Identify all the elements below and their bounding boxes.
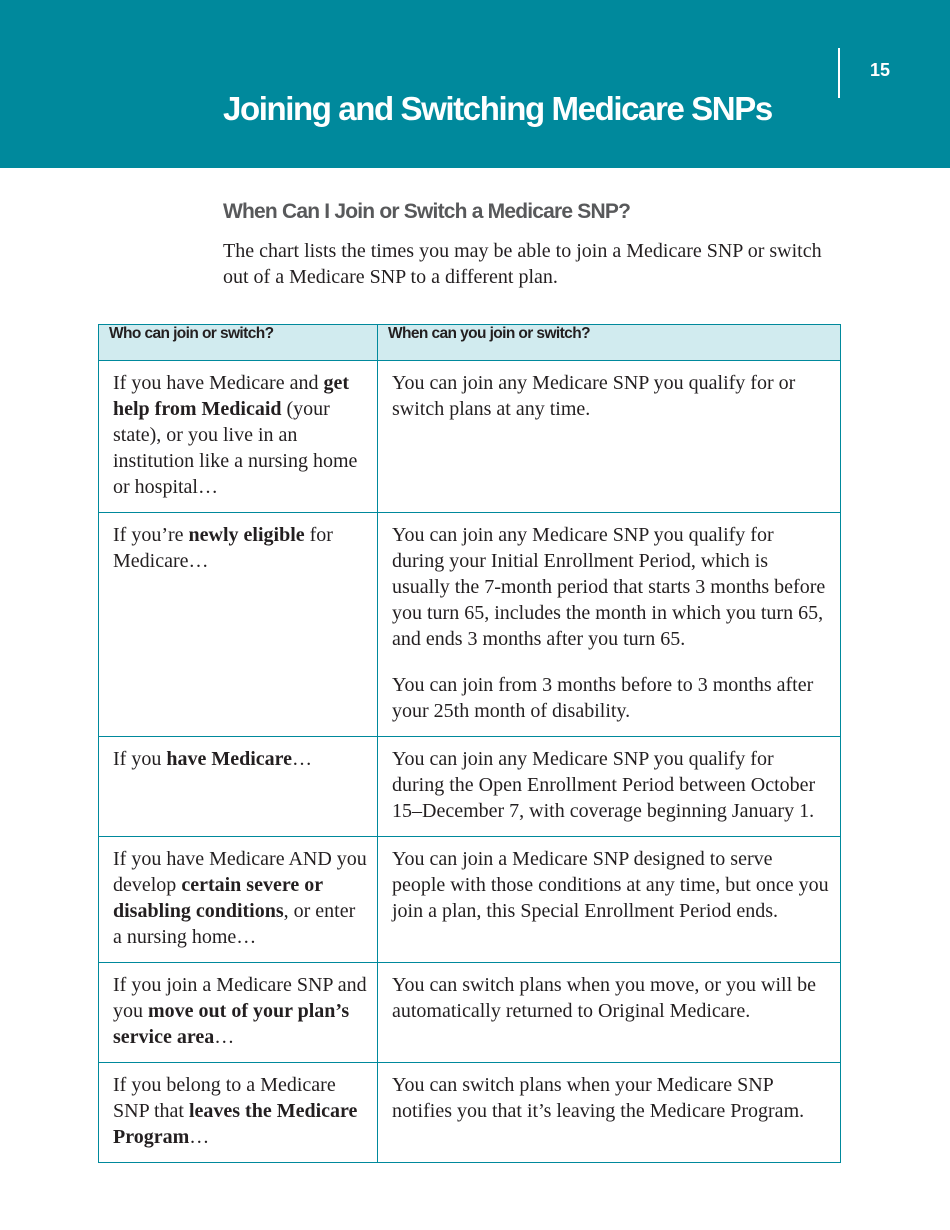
- section-heading: When Can I Join or Switch a Medicare SNP?: [223, 200, 631, 223]
- when-cell: [378, 361, 841, 513]
- intro-paragraph: The chart lists the times you may be able to join a Medicare SNP or switch out of a Medicare SNP to a different plan.: [223, 240, 822, 288]
- who-text: If you belong to a Medicare SNP that: [113, 1074, 336, 1122]
- who-cell: [99, 1063, 378, 1163]
- who-text: , or enter a nursing home…: [113, 900, 356, 948]
- when-paragraph: You can switch plans when your Medicare SNP notifies you that it’s leaving the Medicare Program.: [392, 1074, 805, 1122]
- when-paragraph: You can join a Medicare SNP designed to serve people with those conditions at any time, but once you join a plan, this Special Enrollment Period ends.: [392, 848, 829, 922]
- who-text: (your state), or you live in an institution like a nursing home or hospital…: [113, 398, 358, 498]
- table-header-row: [99, 325, 841, 361]
- who-cell: [99, 361, 378, 513]
- who-text: If you’re: [113, 524, 189, 546]
- when-cell: [378, 1063, 841, 1163]
- when-cell: [378, 963, 841, 1063]
- enrollment-chart: [98, 324, 841, 1163]
- who-cell: [99, 963, 378, 1063]
- who-emphasis: get help from Medicaid: [113, 372, 350, 420]
- table-row: [99, 513, 841, 737]
- who-cell: [99, 513, 378, 737]
- who-text: …: [292, 748, 313, 770]
- table-row: [99, 1063, 841, 1163]
- who-text: If you join a Medicare SNP and you: [113, 974, 367, 1022]
- table-row: [99, 737, 841, 837]
- who-emphasis: have Medicare: [166, 748, 293, 770]
- who-emphasis: certain severe or disabling conditions: [113, 874, 323, 922]
- when-paragraph: You can join any Medicare SNP you qualify for during your Initial Enrollment Period, which is usually the 7-month period that starts 3 months before you turn 65, includes the month in which you turn 65, and ends 3 months after you turn 65.: [392, 524, 826, 650]
- table-row: [99, 837, 841, 963]
- table-row: [99, 963, 841, 1063]
- table-body: [99, 361, 841, 1163]
- who-text: …: [189, 1126, 210, 1148]
- who-text: If you: [113, 748, 167, 770]
- table-row: [99, 361, 841, 513]
- page-title: Joining and Switching Medicare SNPs: [223, 90, 772, 127]
- who-text: for Medicare…: [113, 524, 333, 572]
- page-number: 15: [869, 60, 891, 80]
- who-emphasis: move out of your plan’s service area: [113, 1000, 350, 1048]
- when-paragraph: You can join any Medicare SNP you qualify for or switch plans at any time.: [392, 372, 796, 420]
- when-cell: [378, 837, 841, 963]
- who-emphasis: leaves the Medicare Program: [113, 1100, 358, 1148]
- when-cell: [378, 737, 841, 837]
- who-emphasis: newly eligible: [188, 524, 305, 546]
- when-paragraph: You can join any Medicare SNP you qualify for during the Open Enrollment Period between October 15–December 7, with coverage beginning January 1.: [392, 748, 816, 822]
- who-text: If you have Medicare and: [113, 372, 324, 394]
- header-banner: [0, 0, 950, 168]
- column-header-when: When can you join or switch?: [378, 325, 841, 361]
- who-cell: [99, 837, 378, 963]
- who-text: …: [214, 1026, 235, 1048]
- when-paragraph: You can join from 3 months before to 3 months after your 25th month of disability.: [392, 674, 814, 722]
- column-header-who: Who can join or switch?: [99, 325, 378, 361]
- banner-divider: [838, 48, 840, 98]
- who-text: If you have Medicare AND you develop: [113, 848, 367, 896]
- who-cell: [99, 737, 378, 837]
- when-paragraph: You can switch plans when you move, or you will be automatically returned to Original Medicare.: [392, 974, 817, 1022]
- when-cell: [378, 513, 841, 737]
